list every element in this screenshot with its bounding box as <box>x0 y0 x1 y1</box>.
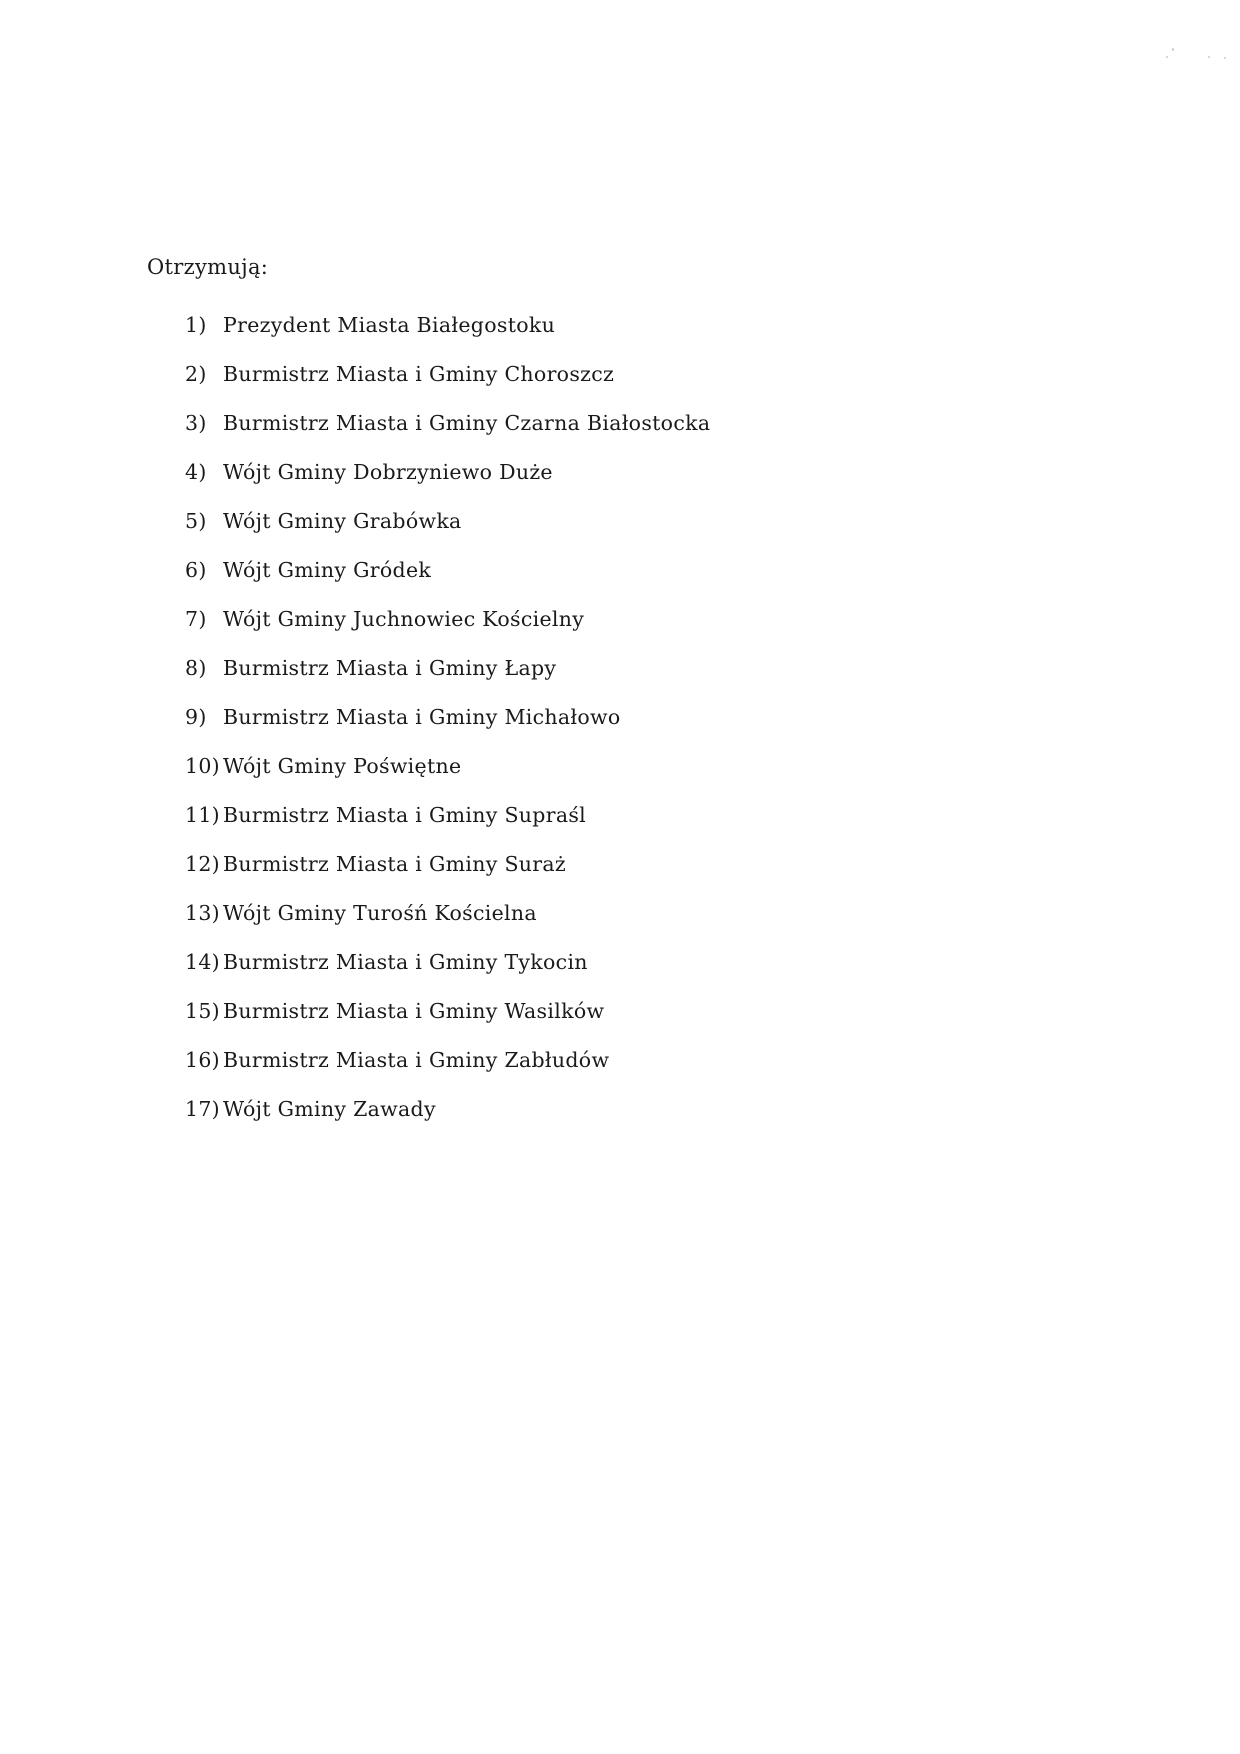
recipient-item <box>185 447 710 496</box>
recipient-number: 1) <box>185 312 207 337</box>
recipient-item <box>185 594 710 643</box>
recipient-item <box>185 545 710 594</box>
recipient-name: Wójt Gminy Juchnowiec Kościelny <box>223 606 585 631</box>
recipient-item <box>185 1084 710 1133</box>
recipients-list <box>185 300 710 1133</box>
recipient-name: Burmistrz Miasta i Gminy Michałowo <box>223 704 621 729</box>
recipient-number: 6) <box>185 557 207 582</box>
recipient-number: 8) <box>185 655 207 680</box>
recipient-name: Burmistrz Miasta i Gminy Łapy <box>223 655 557 680</box>
recipient-number: 4) <box>185 459 207 484</box>
recipient-number: 10) <box>185 753 220 778</box>
recipient-name: Burmistrz Miasta i Gminy Supraśl <box>223 802 587 827</box>
recipient-item <box>185 643 710 692</box>
recipient-item <box>185 349 710 398</box>
recipient-name: Wójt Gminy Grabówka <box>223 508 462 533</box>
recipient-name: Burmistrz Miasta i Gminy Choroszcz <box>223 361 615 386</box>
recipient-number: 11) <box>185 802 220 827</box>
recipient-item <box>185 937 710 986</box>
scan-speck <box>1224 57 1226 59</box>
recipient-number: 15) <box>185 998 220 1023</box>
recipient-name: Burmistrz Miasta i Gminy Tykocin <box>223 949 588 974</box>
recipient-name: Burmistrz Miasta i Gminy Zabłudów <box>223 1047 610 1072</box>
recipient-number: 2) <box>185 361 207 386</box>
scan-speck <box>1172 48 1174 51</box>
recipient-item <box>185 888 710 937</box>
recipient-item <box>185 986 710 1035</box>
recipient-name: Wójt Gminy Gródek <box>223 557 432 582</box>
recipient-item <box>185 1035 710 1084</box>
recipient-item <box>185 741 710 790</box>
recipient-name: Wójt Gminy Dobrzyniewo Duże <box>223 459 553 484</box>
recipient-number: 7) <box>185 606 207 631</box>
recipient-item <box>185 398 710 447</box>
recipient-item <box>185 692 710 741</box>
recipient-name: Burmistrz Miasta i Gminy Wasilków <box>223 998 605 1023</box>
recipient-name: Wójt Gminy Poświętne <box>223 753 462 778</box>
recipient-number: 12) <box>185 851 220 876</box>
recipient-name: Burmistrz Miasta i Gminy Suraż <box>223 851 567 876</box>
scan-speck <box>1166 56 1168 58</box>
recipient-name: Wójt Gminy Turośń Kościelna <box>223 900 537 925</box>
recipients-heading: Otrzymują: <box>147 255 269 279</box>
recipient-number: 3) <box>185 410 207 435</box>
scan-speck <box>1208 56 1210 58</box>
recipient-number: 14) <box>185 949 220 974</box>
recipient-item <box>185 790 710 839</box>
recipient-number: 16) <box>185 1047 220 1072</box>
recipient-item <box>185 839 710 888</box>
recipient-name: Wójt Gminy Zawady <box>223 1096 436 1121</box>
recipient-number: 13) <box>185 900 220 925</box>
recipient-number: 5) <box>185 508 207 533</box>
recipient-name: Burmistrz Miasta i Gminy Czarna Białostocka <box>223 410 711 435</box>
recipient-number: 17) <box>185 1096 220 1121</box>
recipient-name: Prezydent Miasta Białegostoku <box>223 312 556 337</box>
recipient-item <box>185 300 710 349</box>
recipient-item <box>185 496 710 545</box>
recipient-number: 9) <box>185 704 207 729</box>
